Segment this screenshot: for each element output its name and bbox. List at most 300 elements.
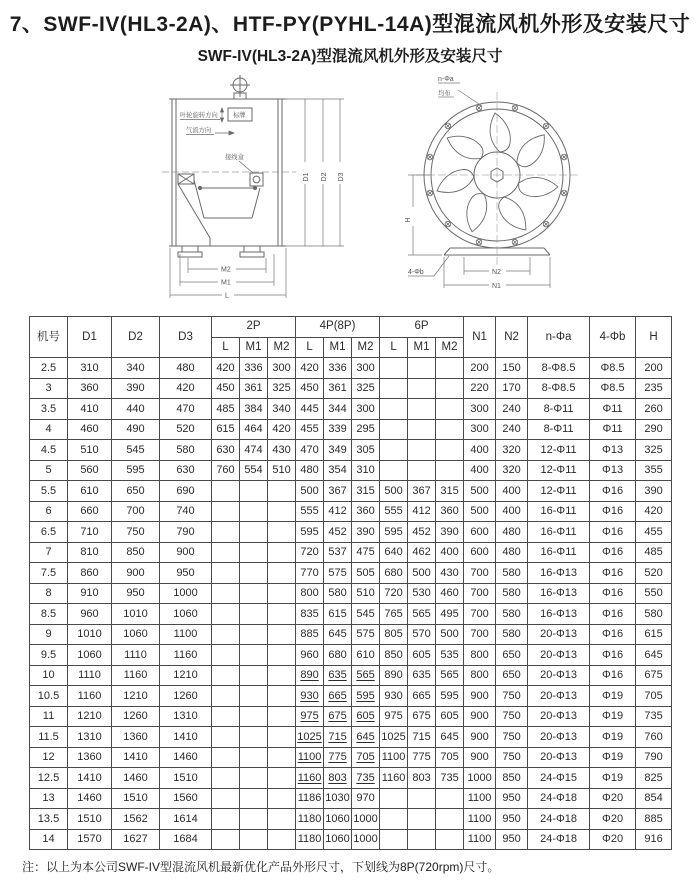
table-cell: 805 [380, 624, 408, 645]
col-header-phib: 4-Φb [590, 317, 636, 358]
table-cell: 440 [112, 399, 160, 420]
dim-d2: D2 [321, 172, 328, 182]
table-cell: 14 [30, 829, 68, 850]
table-cell [212, 788, 240, 809]
table-cell [380, 809, 408, 830]
table-cell: 580 [496, 583, 528, 604]
table-cell: 790 [160, 522, 212, 543]
table-cell: 1460 [160, 747, 212, 768]
table-cell: 1060 [324, 829, 352, 850]
table-cell: 8-Φ11 [528, 419, 590, 440]
table-cell: 705 [636, 686, 672, 707]
table-cell: 600 [464, 542, 496, 563]
table-cell: 520 [160, 419, 212, 440]
table-cell: 1000 [352, 809, 380, 830]
table-cell: 640 [380, 542, 408, 563]
col-header-4p-m1: M1 [324, 337, 352, 358]
table-cell: 310 [68, 358, 112, 379]
table-cell: 340 [112, 358, 160, 379]
table-cell: 6.5 [30, 522, 68, 543]
table-cell: 650 [496, 645, 528, 666]
table-cell: 900 [464, 706, 496, 727]
table-cell: 450 [296, 378, 324, 399]
table-cell: 500 [380, 481, 408, 502]
junction-box [250, 173, 263, 186]
table-cell [212, 747, 240, 768]
table-cell: 384 [240, 399, 268, 420]
col-header-6p-m2: M2 [436, 337, 464, 358]
table-cell [268, 686, 296, 707]
table-cell: 6 [30, 501, 68, 522]
table-cell: 20-Φ13 [528, 624, 590, 645]
table-cell [408, 419, 436, 440]
table-cell: 735 [636, 706, 672, 727]
table-cell: 800 [296, 583, 324, 604]
col-header-n1: N1 [464, 317, 496, 358]
table-row [30, 768, 672, 789]
table-row [30, 440, 672, 461]
table-cell: 645 [352, 727, 380, 748]
table-cell: 12.5 [30, 768, 68, 789]
table-cell: 775 [408, 747, 436, 768]
table-cell: 835 [296, 604, 324, 625]
table-cell: 420 [636, 501, 672, 522]
table-cell: 495 [436, 604, 464, 625]
table-cell: 390 [436, 522, 464, 543]
table-cell: 545 [352, 604, 380, 625]
table-cell: Φ11 [590, 419, 636, 440]
table-cell: 750 [496, 686, 528, 707]
table-cell [380, 399, 408, 420]
table-cell: 220 [464, 378, 496, 399]
table-cell [212, 686, 240, 707]
col-header-h: H [636, 317, 672, 358]
table-cell: 300 [464, 399, 496, 420]
table-row [30, 563, 672, 584]
table-cell: 7 [30, 542, 68, 563]
table-cell: 361 [240, 378, 268, 399]
table-cell: 12-Φ11 [528, 460, 590, 481]
table-row [30, 829, 672, 850]
table-cell: 665 [408, 686, 436, 707]
table-cell [240, 563, 268, 584]
table-cell: 760 [636, 727, 672, 748]
table-cell: 605 [352, 706, 380, 727]
table-cell [436, 809, 464, 830]
table-cell: Φ19 [590, 768, 636, 789]
table-cell: 760 [212, 460, 240, 481]
table-cell: 412 [408, 501, 436, 522]
table-cell: 1060 [324, 809, 352, 830]
page-title: 7、SWF-IV(HL3-2A)、HTF-PY(PYHL-14A)型混流风机外形及安装尺寸 [9, 13, 691, 36]
table-cell: Φ16 [590, 481, 636, 502]
table-cell: 790 [636, 747, 672, 768]
table-cell: 8-Φ8.5 [528, 358, 590, 379]
table-cell: 290 [636, 419, 672, 440]
table-cell: 13.5 [30, 809, 68, 830]
table-cell: 1510 [68, 809, 112, 830]
table-cell: 705 [436, 747, 464, 768]
table-cell: Φ19 [590, 706, 636, 727]
table-cell: 705 [352, 747, 380, 768]
table-cell [240, 501, 268, 522]
table-cell: 700 [464, 583, 496, 604]
table-cell: 500 [464, 501, 496, 522]
table-cell [380, 419, 408, 440]
table-cell: 12-Φ11 [528, 440, 590, 461]
table-cell: 910 [68, 583, 112, 604]
table-cell: 480 [160, 358, 212, 379]
table-cell: 1100 [464, 788, 496, 809]
table-cell: 474 [240, 440, 268, 461]
table-cell [436, 460, 464, 481]
table-cell [380, 440, 408, 461]
table-cell [240, 665, 268, 686]
table-cell: 339 [324, 419, 352, 440]
table-cell: Φ16 [590, 604, 636, 625]
table-cell [408, 829, 436, 850]
table-cell: 700 [464, 624, 496, 645]
table-cell: 460 [436, 583, 464, 604]
table-cell: 803 [408, 768, 436, 789]
table-cell: 1025 [380, 727, 408, 748]
table-cell: 537 [324, 542, 352, 563]
table-cell: 1360 [112, 727, 160, 748]
table-cell: 485 [212, 399, 240, 420]
table-cell [380, 829, 408, 850]
table-cell: 1010 [112, 604, 160, 625]
table-cell [240, 788, 268, 809]
table-cell: 390 [112, 378, 160, 399]
table-cell: 360 [436, 501, 464, 522]
table-cell: 20-Φ13 [528, 727, 590, 748]
table-cell: 650 [496, 665, 528, 686]
table-cell: 700 [464, 563, 496, 584]
table-cell: 610 [68, 481, 112, 502]
table-cell: 3.5 [30, 399, 68, 420]
table-cell: 970 [352, 788, 380, 809]
table-cell: Φ19 [590, 686, 636, 707]
table-cell [436, 419, 464, 440]
table-cell [212, 706, 240, 727]
table-cell [436, 399, 464, 420]
table-cell: 354 [324, 460, 352, 481]
table-row [30, 747, 672, 768]
table-row [30, 542, 672, 563]
table-cell: 690 [160, 481, 212, 502]
table-cell: 560 [68, 460, 112, 481]
table-row [30, 481, 672, 502]
table-cell: 825 [636, 768, 672, 789]
table-cell: Φ8.5 [590, 378, 636, 399]
table-cell: 8.5 [30, 604, 68, 625]
table-cell: 462 [408, 542, 436, 563]
table-cell: 900 [112, 563, 160, 584]
table-cell: 1100 [464, 829, 496, 850]
foot-holes-label: 4-Φb [408, 269, 424, 276]
table-cell [212, 481, 240, 502]
table-cell: 605 [408, 645, 436, 666]
table-cell: 1110 [68, 665, 112, 686]
col-header-6p-l: L [380, 337, 408, 358]
table-cell [380, 378, 408, 399]
table-cell: 1186 [296, 788, 324, 809]
table-cell: 850 [380, 645, 408, 666]
table-cell: 1030 [324, 788, 352, 809]
table-body [30, 358, 672, 850]
table-cell [240, 481, 268, 502]
table-cell: Φ16 [590, 542, 636, 563]
table-cell: 1360 [68, 747, 112, 768]
table-cell: 675 [408, 706, 436, 727]
table-cell [212, 542, 240, 563]
table-cell: 349 [324, 440, 352, 461]
table-cell: 1310 [68, 727, 112, 748]
table-cell: 850 [496, 768, 528, 789]
table-cell: 595 [380, 522, 408, 543]
table-cell [240, 706, 268, 727]
table-cell: 680 [380, 563, 408, 584]
table-cell: 1160 [296, 768, 324, 789]
table-cell: Φ16 [590, 583, 636, 604]
table-cell: 950 [112, 583, 160, 604]
table-cell: 595 [436, 686, 464, 707]
table-cell [268, 481, 296, 502]
table-cell: 10 [30, 665, 68, 686]
table-cell: 452 [324, 522, 352, 543]
table-cell [240, 747, 268, 768]
table-cell: 500 [296, 481, 324, 502]
table-cell [212, 768, 240, 789]
table-cell: 570 [408, 624, 436, 645]
table-cell: 455 [636, 522, 672, 543]
table-cell [268, 563, 296, 584]
table-cell: 20-Φ13 [528, 686, 590, 707]
col-group-6p: 6P [380, 317, 464, 338]
table-cell: 475 [352, 542, 380, 563]
table-cell: 765 [380, 604, 408, 625]
table-cell [240, 522, 268, 543]
dim-d3: D3 [338, 172, 345, 182]
col-header-2p-m2: M2 [268, 337, 296, 358]
table-cell [212, 624, 240, 645]
table-cell: 490 [112, 419, 160, 440]
table-cell: 5.5 [30, 481, 68, 502]
table-cell: Φ16 [590, 624, 636, 645]
table-cell: 565 [436, 665, 464, 686]
table-cell: 16-Φ13 [528, 563, 590, 584]
table-cell: 300 [464, 419, 496, 440]
table-row [30, 460, 672, 481]
col-header-d1: D1 [68, 317, 112, 358]
table-cell: 150 [496, 358, 528, 379]
table-cell: 700 [112, 501, 160, 522]
table-cell [408, 809, 436, 830]
col-header-4p-l: L [296, 337, 324, 358]
table-cell: 390 [352, 522, 380, 543]
table-cell: 635 [408, 665, 436, 686]
table-cell: 315 [436, 481, 464, 502]
table-cell: 975 [296, 706, 324, 727]
table-cell [268, 727, 296, 748]
table-cell: 800 [464, 645, 496, 666]
table-cell: 410 [68, 399, 112, 420]
table-row [30, 399, 672, 420]
dim-l: L [225, 292, 229, 300]
table-cell: 700 [464, 604, 496, 625]
table-cell: 580 [496, 563, 528, 584]
table-cell: 580 [160, 440, 212, 461]
table-cell [436, 788, 464, 809]
col-header-2p-m1: M1 [240, 337, 268, 358]
table-cell: 530 [408, 583, 436, 604]
dim-n2: N2 [492, 269, 501, 276]
table-cell: 240 [496, 399, 528, 420]
table-cell: 605 [436, 706, 464, 727]
table-cell [240, 624, 268, 645]
col-header-d3: D3 [160, 317, 212, 358]
table-cell: 810 [68, 542, 112, 563]
table-cell: Φ13 [590, 460, 636, 481]
table-cell: 1100 [160, 624, 212, 645]
table-cell: 1627 [112, 829, 160, 850]
table-cell: 361 [324, 378, 352, 399]
table-row [30, 706, 672, 727]
table-cell: 1614 [160, 809, 212, 830]
table-cell: 645 [436, 727, 464, 748]
table-cell: 412 [324, 501, 352, 522]
table-cell: 500 [464, 481, 496, 502]
table-cell [268, 829, 296, 850]
table-cell: 300 [352, 358, 380, 379]
table-cell [268, 501, 296, 522]
table-cell: 240 [496, 419, 528, 440]
table-cell: 610 [352, 645, 380, 666]
table-cell: 295 [352, 419, 380, 440]
table-cell: 200 [464, 358, 496, 379]
table-cell: 485 [636, 542, 672, 563]
dimension-table [29, 316, 672, 850]
table-cell: Φ13 [590, 440, 636, 461]
table-cell: 5 [30, 460, 68, 481]
table-cell: 665 [324, 686, 352, 707]
table-cell: 675 [636, 665, 672, 686]
table-cell: 803 [324, 768, 352, 789]
col-group-4p8p: 4P(8P) [296, 317, 380, 338]
table-cell: 445 [296, 399, 324, 420]
col-header-2p-l: L [212, 337, 240, 358]
table-cell: 20-Φ13 [528, 645, 590, 666]
table-cell [240, 768, 268, 789]
table-cell: 750 [496, 706, 528, 727]
table-cell: 510 [68, 440, 112, 461]
table-cell [240, 604, 268, 625]
table-cell: 860 [68, 563, 112, 584]
table-cell: 575 [324, 563, 352, 584]
table-cell: 3 [30, 378, 68, 399]
table-row [30, 645, 672, 666]
table-cell: 1100 [296, 747, 324, 768]
table-cell: 480 [496, 542, 528, 563]
table-cell: 550 [636, 583, 672, 604]
table-cell [212, 809, 240, 830]
table-row [30, 583, 672, 604]
table-cell [380, 460, 408, 481]
table-row [30, 727, 672, 748]
table-cell: 750 [496, 747, 528, 768]
table-cell: 600 [464, 522, 496, 543]
table-cell: 900 [464, 747, 496, 768]
table-cell: 340 [268, 399, 296, 420]
table-cell: 24-Φ18 [528, 829, 590, 850]
table-cell: 260 [636, 399, 672, 420]
table-cell: 916 [636, 829, 672, 850]
table-cell: 960 [296, 645, 324, 666]
table-cell: Φ20 [590, 809, 636, 830]
table-cell: 20-Φ13 [528, 706, 590, 727]
table-cell [240, 727, 268, 748]
table-cell: 170 [496, 378, 528, 399]
table-cell [268, 706, 296, 727]
table-cell: 595 [352, 686, 380, 707]
table-cell: 1560 [160, 788, 212, 809]
table-cell: 1060 [112, 624, 160, 645]
table-cell [408, 358, 436, 379]
table-cell: 310 [352, 460, 380, 481]
table-cell: 950 [160, 563, 212, 584]
technical-drawings [0, 70, 700, 314]
table-cell: 360 [352, 501, 380, 522]
table-cell [268, 604, 296, 625]
table-cell: 850 [112, 542, 160, 563]
table-cell: 464 [240, 419, 268, 440]
table-cell: 645 [324, 624, 352, 645]
dim-n1: N1 [492, 283, 501, 290]
footnote: 注：以上为本公司SWF-IV型混流风机最新优化产品外形尺寸，下划线为8P(720rpm)尺寸。 [22, 860, 500, 874]
table-cell: 750 [112, 522, 160, 543]
table-cell [436, 358, 464, 379]
junction-box-label: 接线盒 [225, 154, 244, 161]
table-cell [212, 665, 240, 686]
col-header-jihao: 机号 [30, 317, 68, 358]
table-cell: Φ16 [590, 665, 636, 686]
table-cell: 1180 [296, 809, 324, 830]
table-cell: 1410 [68, 768, 112, 789]
table-cell: 1110 [112, 645, 160, 666]
dim-d1: D1 [303, 172, 310, 182]
table-cell: Φ20 [590, 829, 636, 850]
table-cell: 885 [636, 809, 672, 830]
table-cell: 9.5 [30, 645, 68, 666]
table-cell [268, 665, 296, 686]
table-cell: 420 [296, 358, 324, 379]
table-cell: 510 [352, 583, 380, 604]
table-cell: 615 [212, 419, 240, 440]
table-cell: 16-Φ11 [528, 501, 590, 522]
table-cell: 660 [68, 501, 112, 522]
table-cell [212, 645, 240, 666]
table-cell [212, 563, 240, 584]
table-cell [212, 604, 240, 625]
table-cell: 13 [30, 788, 68, 809]
table-cell: 1000 [160, 583, 212, 604]
table-cell: 336 [324, 358, 352, 379]
table-cell: 1160 [112, 665, 160, 686]
col-header-nphia: n-Φa [528, 317, 590, 358]
table-cell: 325 [352, 378, 380, 399]
table-cell [268, 542, 296, 563]
table-cell: 300 [268, 358, 296, 379]
